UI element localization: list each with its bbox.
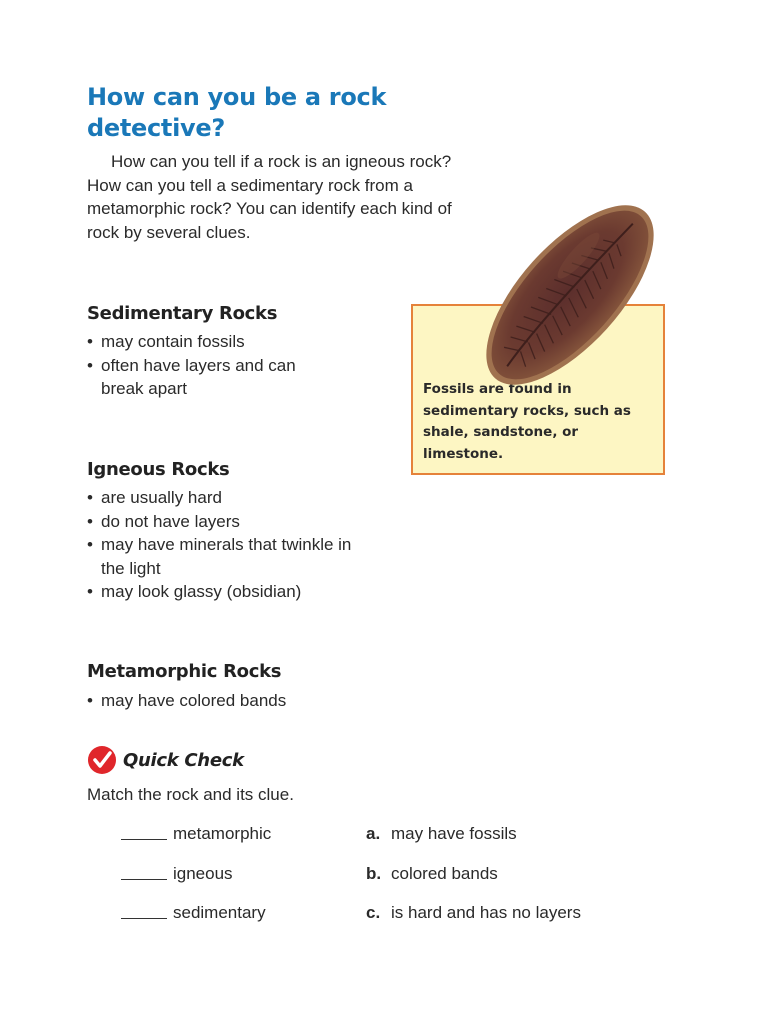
metamorphic-bullets — [87, 689, 387, 713]
match-clue: may have fossils — [391, 824, 517, 843]
bullet-item: • may contain fossils — [87, 330, 387, 354]
section-heading-igneous: Igneous Rocks — [87, 459, 230, 480]
answer-blank[interactable] — [121, 839, 167, 840]
caption-text: Fossils are found in sedimentary rocks, such as shale, sandstone, or limestone. — [423, 381, 631, 462]
match-letter: a. — [366, 824, 381, 843]
bullet-item: • may look glassy (obsidian) — [87, 580, 387, 604]
quick-check-instruction: Match the rock and its clue. — [87, 785, 294, 804]
match-row — [121, 862, 621, 886]
match-clue: colored bands — [391, 864, 498, 883]
intro-paragraph: How can you tell if a rock is an igneous rock? How can you tell a sedimentary rock from a metamorphic rock? You can identify each kind of rock by several clues. — [87, 152, 452, 242]
match-row — [121, 822, 621, 846]
sedimentary-bullets — [87, 330, 387, 401]
bullet-item: • are usually hard — [87, 486, 387, 510]
fern-fossil-image — [455, 180, 685, 410]
bullet-item: • do not have layers — [87, 510, 387, 534]
match-term: igneous — [173, 864, 233, 883]
match-term: metamorphic — [173, 824, 272, 843]
match-letter: c. — [366, 903, 381, 922]
page-title: How can you be a rock detective? — [87, 83, 387, 142]
section-heading-sedimentary: Sedimentary Rocks — [87, 303, 278, 324]
igneous-bullets — [87, 486, 387, 604]
checkmark-circle-icon — [87, 745, 117, 775]
quick-check-title: Quick Check — [123, 750, 244, 771]
answer-blank[interactable] — [121, 918, 167, 919]
match-term: sedimentary — [173, 903, 266, 922]
bullet-item: • may have minerals that twinkle in the light — [87, 533, 371, 580]
match-clue: is hard and has no layers — [391, 903, 581, 922]
section-heading-metamorphic: Metamorphic Rocks — [87, 661, 282, 682]
bullet-item: • may have colored bands — [87, 689, 387, 713]
answer-blank[interactable] — [121, 879, 167, 880]
match-letter: b. — [366, 864, 382, 883]
match-row — [121, 901, 621, 925]
bullet-item: • often have layers and can break apart — [87, 354, 341, 401]
